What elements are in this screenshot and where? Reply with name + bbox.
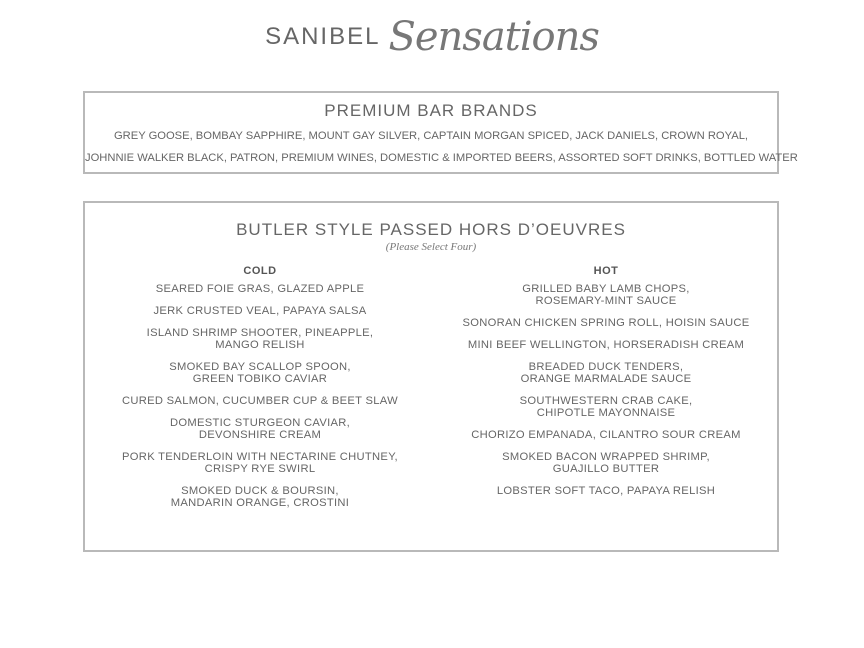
menu-item-line: JERK CRUSTED VEAL, PAPAYA SALSA [153, 305, 367, 317]
menu-item-line: SMOKED DUCK & BOURSIN, [181, 485, 339, 497]
premium-bar-section [83, 91, 798, 174]
menu-item-line: SOUTHWESTERN CRAB CAKE, [519, 395, 693, 407]
menu-item [85, 361, 435, 385]
menu-item-line: SMOKED BACON WRAPPED SHRIMP, [502, 451, 710, 463]
menu-item-line: CURED SALMON, CUCUMBER CUP & BEET SLAW [121, 395, 398, 407]
menu-item [435, 395, 777, 419]
menu-item [435, 361, 777, 385]
menu-item [435, 339, 777, 351]
menu-item-line: MINI BEEF WELLINGTON, HORSERADISH CREAM [467, 339, 745, 351]
menu-item [85, 305, 435, 317]
brands-line: GREY GOOSE, BOMBAY SAPPHIRE, MOUNT GAY SILVER, CAPTAIN MORGAN SPICED, JACK DANIELS, CROWN ROYAL, [113, 130, 749, 142]
hot-items [435, 283, 777, 497]
menu-item-line: MANDARIN ORANGE, CROSTINI [170, 497, 350, 509]
menu-item [85, 417, 435, 441]
menu-item [435, 429, 777, 441]
menu-item-line: SMOKED BAY SCALLOP SPOON, [169, 361, 351, 373]
menu-item-line: CHORIZO EMPANADA, CILANTRO SOUR CREAM [471, 429, 741, 441]
menu-item-line: CHIPOTLE MAYONNAISE [536, 407, 676, 419]
menu-item-line: PORK TENDERLOIN WITH NECTARINE CHUTNEY, [122, 451, 398, 463]
menu-item [85, 485, 435, 509]
menu-item-line: GRILLED BABY LAMB CHOPS, [522, 283, 690, 295]
bar-brands-list [85, 125, 798, 169]
menu-item [85, 451, 435, 475]
brands-line: JOHNNIE WALKER BLACK, PATRON, PREMIUM WINES, DOMESTIC & IMPORTED BEERS, ASSORTED SOFT DRINKS, BOTTLED WATER [85, 152, 798, 164]
column-heading: COLD [243, 265, 277, 277]
hors-doeuvres-section [83, 201, 779, 552]
menu-item-line: ISLAND SHRIMP SHOOTER, PINEAPPLE, [146, 327, 374, 339]
menu-item-line: BREADED DUCK TENDERS, [528, 361, 684, 373]
menu-item-line: LOBSTER SOFT TACO, PAPAYA RELISH [496, 485, 716, 497]
page-header [0, 14, 864, 60]
section-title: PREMIUM BAR BRANDS [324, 101, 538, 120]
brand-name: SANIBEL [265, 23, 381, 50]
menu-item-line: SONORAN CHICKEN SPRING ROLL, HOISIN SAUCE [462, 317, 750, 329]
cold-column [85, 265, 435, 519]
column-heading: HOT [593, 265, 619, 277]
brand-script-logo: Sensations [388, 14, 599, 60]
menu-item [435, 485, 777, 497]
menu-item-line: SEARED FOIE GRAS, GLAZED APPLE [155, 283, 365, 295]
menu-item-line: ORANGE MARMALADE SAUCE [520, 373, 692, 385]
menu-item [85, 283, 435, 295]
menu-item-line: GUAJILLO BUTTER [552, 463, 660, 475]
menu-item [435, 283, 777, 307]
menu-item-line: DEVONSHIRE CREAM [198, 429, 322, 441]
section-title: BUTLER STYLE PASSED HORS D’OEUVRES [236, 220, 626, 239]
menu-item [85, 395, 435, 407]
menu-item [85, 327, 435, 351]
menu-item-line: DOMESTIC STURGEON CAVIAR, [169, 417, 351, 429]
menu-item [435, 451, 777, 475]
menu-item-line: CRISPY RYE SWIRL [204, 463, 316, 475]
section-subtitle: (Please Select Four) [385, 241, 477, 253]
hot-column [435, 265, 777, 507]
menu-item [435, 317, 777, 329]
menu-item-line: GREEN TOBIKO CAVIAR [192, 373, 328, 385]
menu-item-line: MANGO RELISH [215, 339, 305, 351]
menu-item-line: ROSEMARY-MINT SAUCE [535, 295, 677, 307]
cold-items [85, 283, 435, 509]
